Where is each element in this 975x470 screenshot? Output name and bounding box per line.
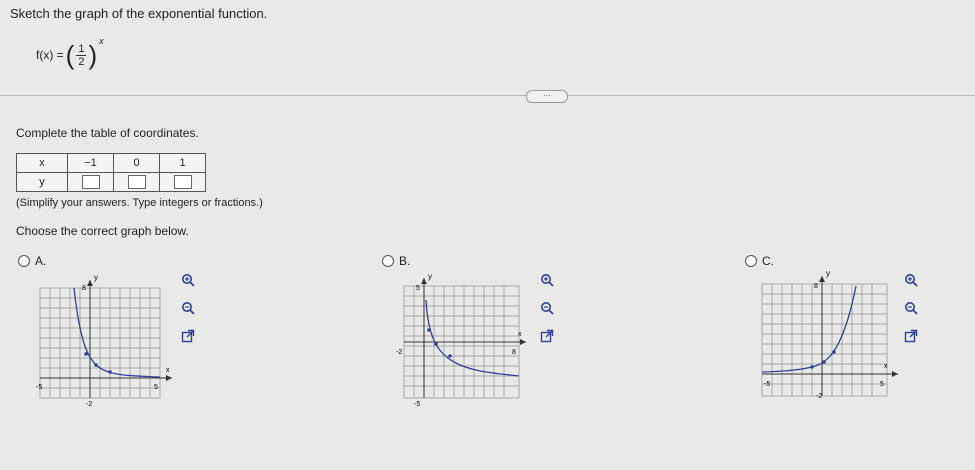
function-exponent: x (99, 36, 104, 46)
x-label-c: x (884, 363, 888, 370)
zoom-out-icon[interactable] (180, 300, 196, 316)
zoom-out-icon[interactable] (903, 300, 919, 316)
function-expression (36, 36, 104, 70)
y-arrow-b (421, 278, 427, 284)
grid-c (762, 284, 887, 396)
header-1: 1 (160, 154, 206, 173)
header-0: 0 (114, 154, 160, 173)
option-c-label: C. (762, 254, 774, 268)
ymax-label-a: 8 (82, 285, 86, 292)
table-instruction: Complete the table of coordinates. (16, 126, 199, 140)
ymin-label-c: -2 (816, 393, 823, 400)
xmax-label-c: 5 (880, 381, 884, 388)
point-a-2 (94, 363, 98, 367)
x-arrow-c (892, 371, 898, 377)
zoom-out-icon[interactable] (539, 300, 555, 316)
graph-a (30, 268, 180, 408)
point-c-3 (832, 350, 836, 354)
more-button[interactable]: ··· (526, 90, 568, 103)
radio-a[interactable] (18, 255, 30, 267)
section-divider (0, 95, 975, 96)
header-neg1: −1 (68, 154, 114, 173)
graph-c (752, 266, 902, 406)
xmax-label-b: 8 (512, 349, 516, 356)
xmin-label-a: -5 (36, 384, 43, 391)
point-c-1 (810, 365, 814, 369)
question-prompt: Sketch the graph of the exponential function. (10, 6, 268, 21)
y-arrow-c (819, 276, 825, 282)
table-row-x (17, 154, 206, 173)
x-label-b: x (518, 331, 522, 338)
header-x: x (17, 154, 68, 173)
y-label-c: y (826, 269, 830, 278)
x-label-a: x (166, 367, 170, 374)
simplify-note: (Simplify your answers. Type integers or fractions.) (16, 197, 263, 209)
xmax-label-a: 5 (154, 384, 158, 391)
point-a-3 (108, 370, 112, 374)
answer-input-y-1[interactable] (174, 175, 192, 189)
coordinates-table (16, 153, 206, 192)
zoom-in-icon[interactable] (539, 272, 555, 288)
point-c-2 (822, 360, 826, 364)
popout-icon[interactable] (180, 328, 196, 344)
option-b-label: B. (399, 254, 411, 268)
x-arrow-b (520, 339, 526, 345)
xmin-label-b: -2 (396, 349, 403, 356)
right-paren: ) (88, 40, 98, 70)
fraction-denominator: 2 (78, 55, 85, 68)
table-row-y (17, 173, 206, 192)
cell-y-neg1 (68, 173, 114, 192)
point-b-2 (434, 342, 438, 346)
left-paren: ( (65, 40, 75, 70)
answer-input-y-neg1[interactable] (82, 175, 100, 189)
grid-a (40, 288, 160, 398)
curve-a (74, 288, 160, 377)
icons-a (180, 272, 196, 344)
row-label-y: y (17, 173, 68, 192)
xmin-label-c: -5 (764, 381, 771, 388)
point-b-1 (427, 328, 431, 332)
fraction (76, 43, 86, 68)
graph-instruction: Choose the correct graph below. (16, 224, 189, 238)
ymin-label-b: -5 (414, 401, 421, 408)
point-b-3 (448, 354, 452, 358)
cell-y-1 (160, 173, 206, 192)
zoom-in-icon[interactable] (903, 272, 919, 288)
popout-icon[interactable] (539, 328, 555, 344)
graph-b (394, 270, 529, 410)
ymax-label-b: 5 (416, 285, 420, 292)
answer-input-y-0[interactable] (128, 175, 146, 189)
radio-b[interactable] (382, 255, 394, 267)
option-b[interactable] (382, 254, 410, 268)
y-label-b: y (428, 272, 432, 281)
curve-b (426, 300, 519, 376)
icons-b (539, 272, 555, 344)
function-lhs: f(x) = (36, 48, 64, 62)
y-arrow-a (87, 280, 93, 286)
x-arrow-a (166, 375, 172, 381)
option-a[interactable] (18, 254, 46, 268)
zoom-in-icon[interactable] (180, 272, 196, 288)
option-a-label: A. (35, 254, 47, 268)
cell-y-0 (114, 173, 160, 192)
y-label-a: y (94, 273, 98, 282)
popout-icon[interactable] (903, 328, 919, 344)
ymax-label-c: 8 (814, 283, 818, 290)
icons-c (903, 272, 919, 344)
fraction-numerator: 1 (78, 42, 85, 55)
ymin-label-a: -2 (86, 401, 93, 408)
point-a-1 (84, 352, 88, 356)
